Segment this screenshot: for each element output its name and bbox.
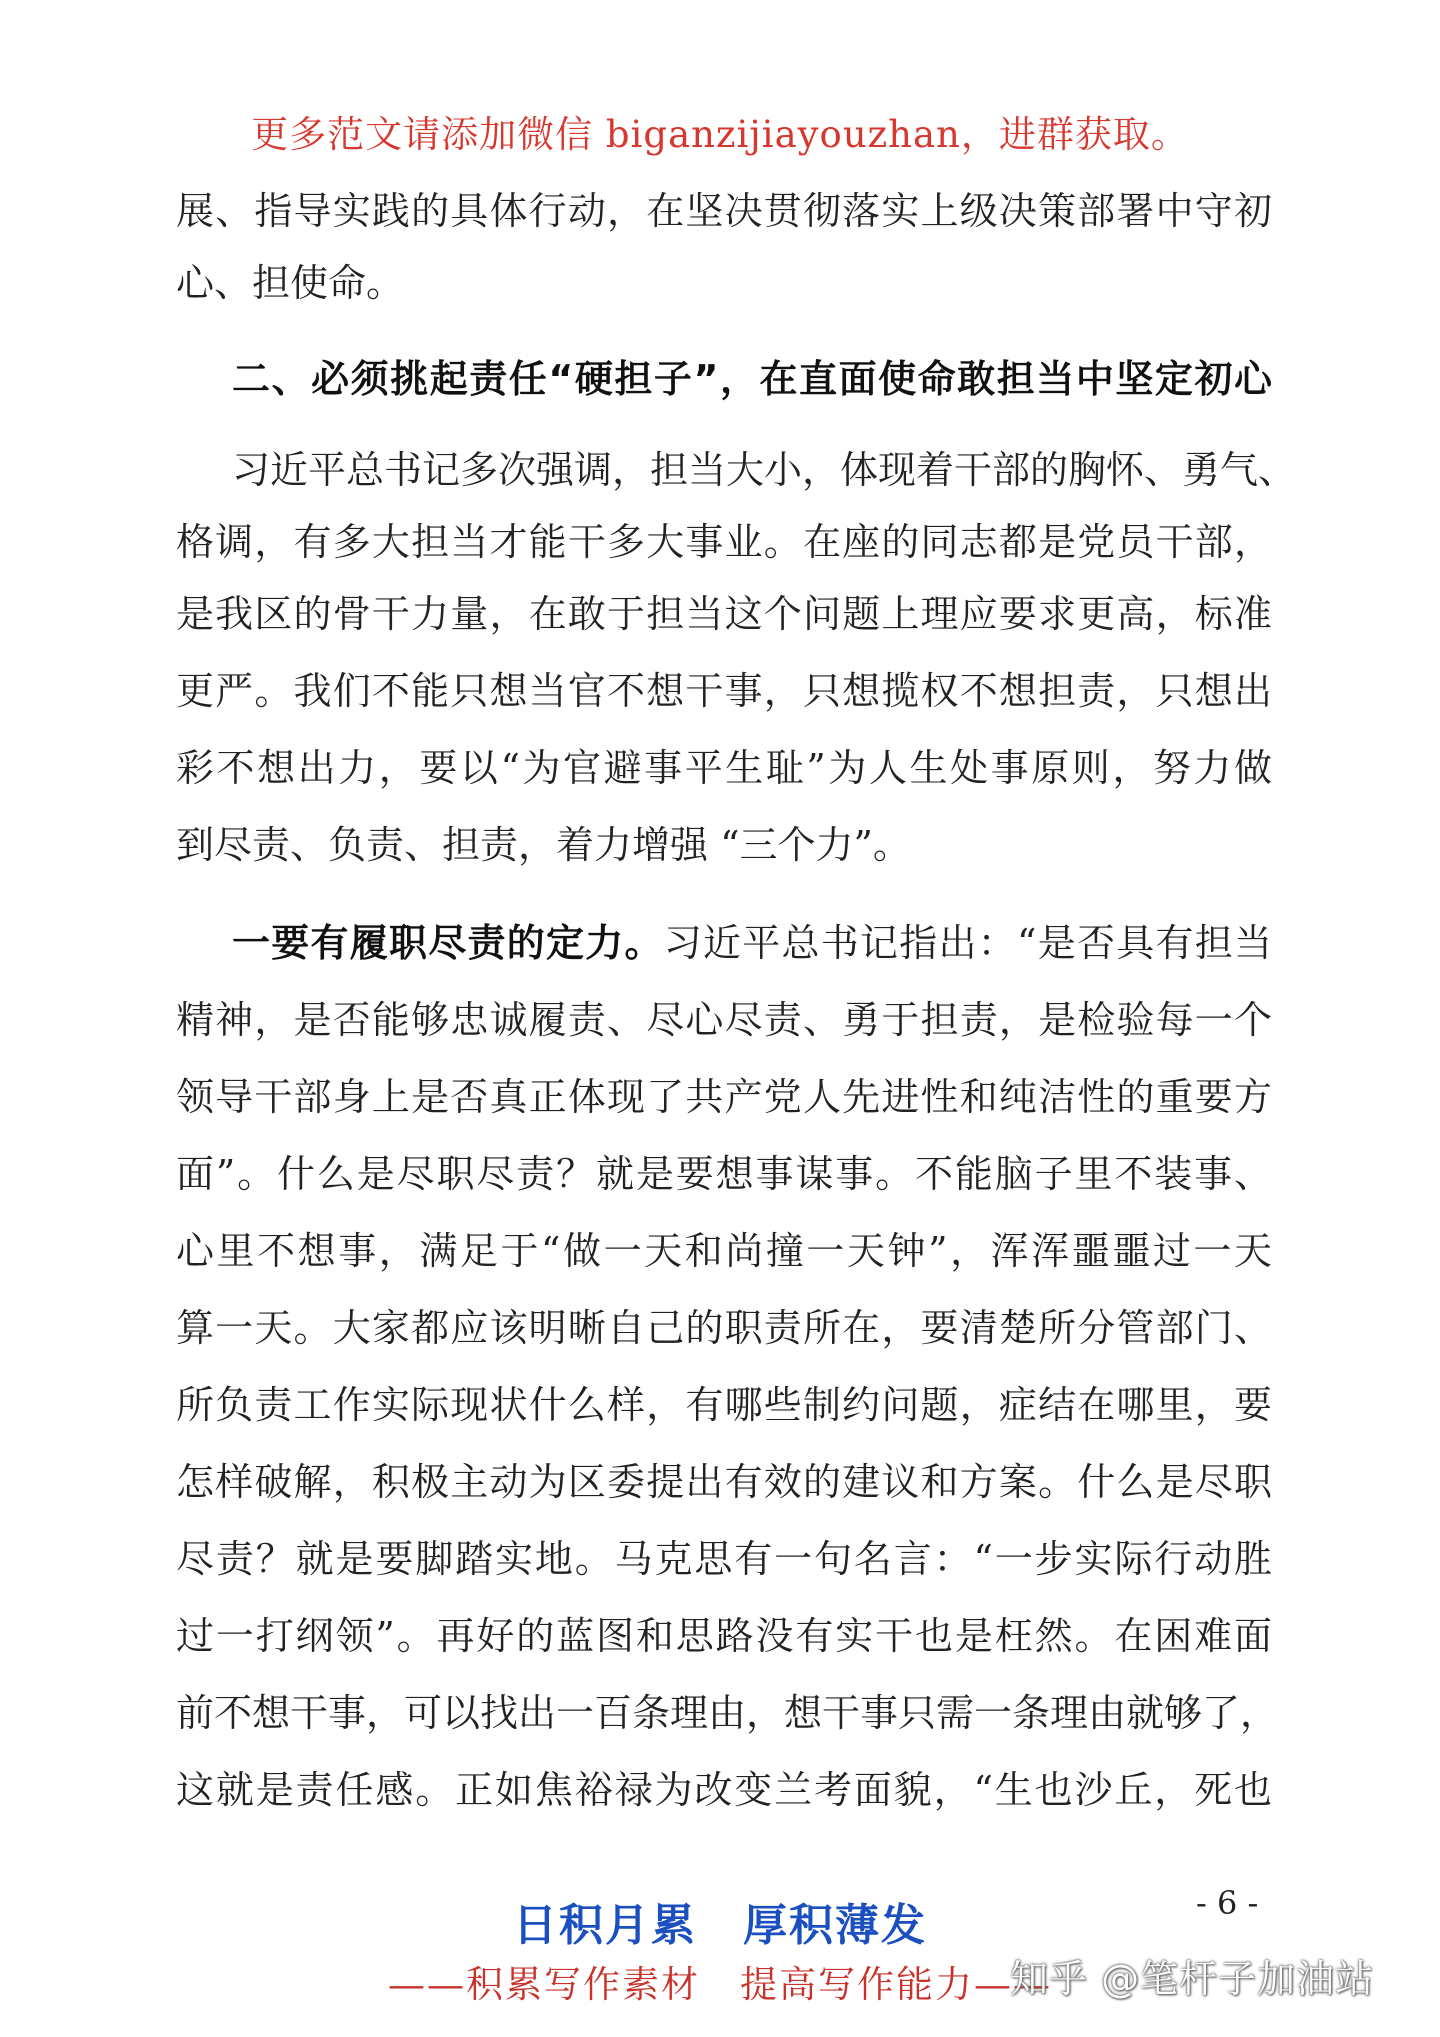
body-line: 到尽责、负责、担责，着力增强 “三个力”。 [176,823,911,867]
header-notice: 更多范文请添加微信 biganzijiayouzhan，进群获取。 [251,113,1189,156]
paragraph-text: 习近平总书记指出：“是否具有担当 [663,921,1272,965]
body-line: 展、指导实践的具体行动，在坚决贯彻落实上级决策部署中守初 [176,189,1272,233]
motto-right: 厚积薄发 [743,1900,927,1951]
body-line: 算一天。大家都应该明晰自己的职责所在，要清楚所分管部门、 [176,1306,1272,1350]
body-line: 彩不想出力，要以“为官避事平生耻”为人生处事原则，努力做 [176,746,1272,790]
body-line: 更严。我们不能只想当官不想干事，只想揽权不想担责，只想出 [176,669,1272,713]
motto-left: 日积月累 [513,1900,697,1951]
body-line: 前不想干事，可以找出一百条理由，想干事只需一条理由就够了， [176,1691,1279,1735]
body-line: 怎样破解，积极主动为区委提出有效的建议和方案。什么是尽职 [176,1460,1272,1504]
body-line: 尽责？就是要脚踏实地。马克思有一句名言：“一步实际行动胜 [176,1537,1272,1581]
body-line: 面”。什么是尽职尽责？就是要想事谋事。不能脑子里不装事、 [176,1152,1272,1196]
zhihu-watermark: 知乎 @笔杆子加油站 [1010,1957,1375,2001]
page-number: - 6 - [1196,1884,1259,1922]
body-line: 心里不想事，满足于“做一天和尚撞一天钟”，浑浑噩噩过一天 [176,1229,1272,1273]
body-line: 所负责工作实际现状什么样，有哪些制约问题，症结在哪里，要 [176,1383,1272,1427]
subtitle-left: ——积累写作素材 [388,1963,700,2006]
body-line: 习近平总书记多次强调，担当大小，体现着干部的胸怀、勇气、 [232,448,1297,492]
body-line: 领导干部身上是否真正体现了共产党人先进性和纯洁性的重要方 [176,1075,1272,1119]
body-line: 格调，有多大担当才能干多大事业。在座的同志都是党员干部， [176,520,1272,564]
body-line: 心、担使命。 [176,261,405,305]
footer-subtitle [388,1954,1052,2008]
paragraph-lead: 一要有履职尽责的定力。 [232,920,664,965]
body-line [176,917,1272,969]
body-line: 这就是责任感。正如焦裕禄为改变兰考面貌，“生也沙丘，死也 [176,1768,1272,1812]
body-line: 精神，是否能够忠诚履责、尽心尽责、勇于担责，是检验每一个 [176,998,1272,1042]
section-heading: 二、必须挑起责任“硬担子”，在直面使命敢担当中坚定初心 [232,357,1272,401]
subtitle-right: 提高写作能力—— [740,1963,1052,2006]
body-line: 是我区的骨干力量，在敢于担当这个问题上理应要求更高，标准 [176,592,1272,636]
body-line: 过一打纲领”。再好的蓝图和思路没有实干也是枉然。在困难面 [176,1614,1272,1658]
